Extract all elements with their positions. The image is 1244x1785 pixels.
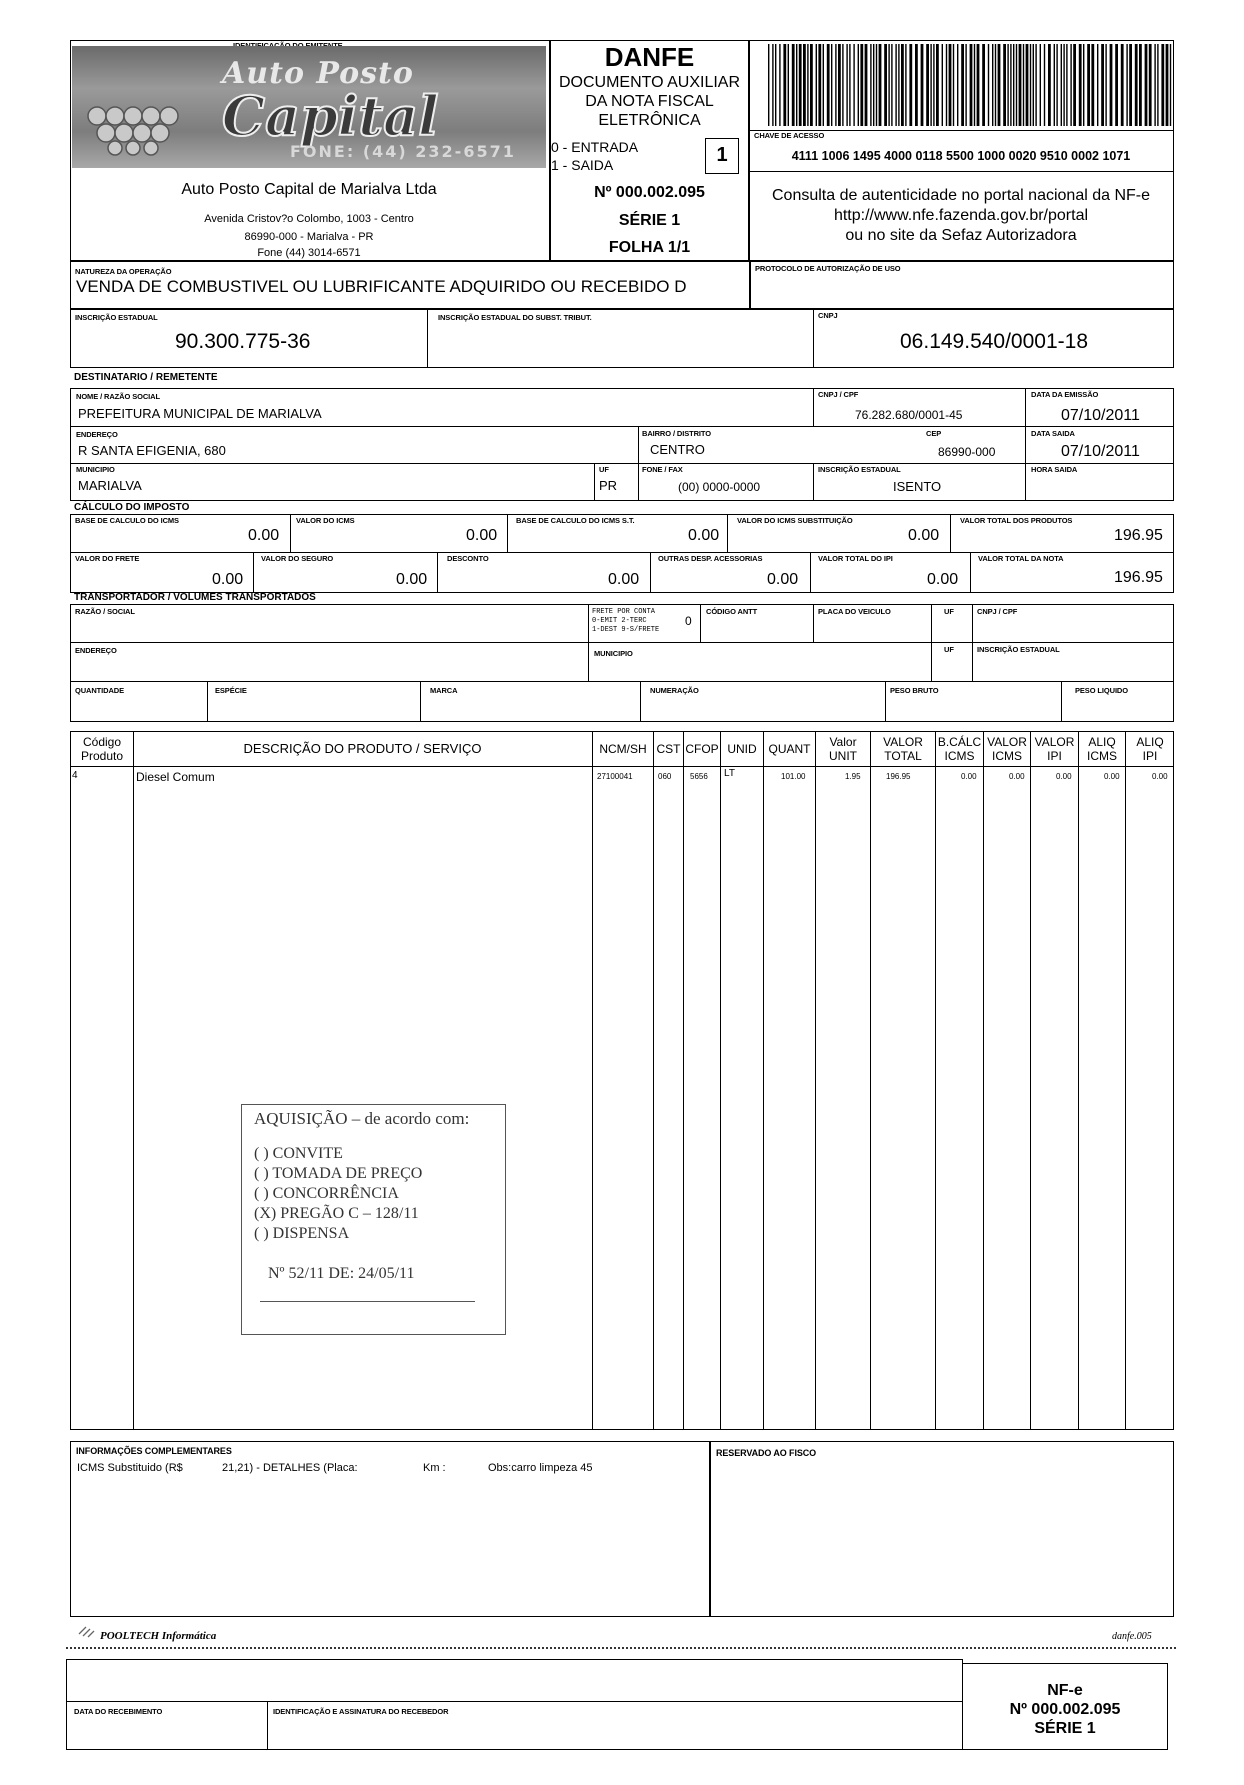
transp-endereco-label: ENDEREÇO (75, 646, 117, 655)
transp-bruto-label: PESO BRUTO (890, 686, 939, 695)
nota-label: VALOR TOTAL DA NOTA (978, 554, 1064, 563)
th-bcalc: B.CÁLC ICMS (937, 735, 982, 763)
v-st-label: VALOR DO ICMS SUBSTITUIÇÃO (737, 516, 853, 525)
dest-ie-label: INSCRIÇÃO ESTADUAL (818, 465, 901, 474)
mouse-cursor-icon (78, 1624, 96, 1638)
dest-saida-label: DATA SAIDA (1031, 429, 1075, 438)
transp-uf-label: UF (944, 607, 954, 616)
frete-label: VALOR DO FRETE (75, 554, 140, 563)
dest-fone: (00) 0000-0000 (678, 480, 761, 494)
bc-icms-label: BASE DE CALCULO DO ICMS (75, 516, 179, 525)
software-ref: danfe.005 (1112, 1631, 1152, 1642)
dest-saida: 07/10/2011 (1061, 443, 1140, 460)
transp-especie-label: ESPÉCIE (215, 686, 247, 695)
logo-phone: FONE: (44) 232-6571 (290, 142, 516, 161)
dest-nome-label: NOME / RAZÃO SOCIAL (76, 392, 160, 401)
dest-endereco: R SANTA EFIGENIA, 680 (78, 443, 226, 458)
danfe-numero: Nº 000.002.095 (594, 184, 705, 201)
danfe-subtitle-2: DA NOTA FISCAL (585, 93, 714, 110)
fisco-box (709, 1441, 1174, 1617)
transp-frete-1: FRETE POR CONTA (592, 608, 656, 616)
stamp-convite: ( ) CONVITE (254, 1145, 343, 1162)
cell-ncm: 27100041 (597, 772, 633, 781)
transp-razao-label: RAZÃO / SOCIAL (75, 607, 135, 616)
outras-label: OUTRAS DESP. ACESSORIAS (658, 554, 763, 563)
emitente-phone: Fone (44) 3014-6571 (257, 247, 361, 259)
chave-consulta-2: http://www.nfe.fazenda.gov.br/portal (833, 207, 1089, 224)
cnpj-label: CNPJ (818, 311, 838, 320)
th-codigo: Código Produto (80, 735, 124, 763)
cell-vipi: 0.00 (1056, 772, 1072, 781)
v-st: 0.00 (908, 527, 940, 544)
danfe-entrada: 0 - ENTRADA (551, 139, 639, 155)
transp-frete-2: 0-EMIT 2-TERC (592, 617, 647, 625)
transp-marca-label: MARCA (430, 686, 458, 695)
cell-unid: LT (724, 768, 735, 779)
seguro-label: VALOR DO SEGURO (261, 554, 334, 563)
aquisicao-stamp (241, 1104, 506, 1335)
cell-quant: 101.00 (781, 772, 806, 781)
danfe-subtitle-3: ELETRÔNICA (598, 112, 701, 129)
dest-cep: 86990-000 (938, 445, 996, 459)
dest-bairro: CENTRO (650, 442, 705, 457)
cell-vtotal: 196.95 (886, 772, 911, 781)
dest-cep-label: CEP (926, 429, 942, 438)
transp-quantidade-label: QUANTIDADE (75, 686, 124, 695)
nota: 196.95 (1114, 569, 1163, 586)
th-unid: UNID (727, 742, 757, 756)
th-aicms: ALIQ ICMS (1087, 735, 1117, 763)
desconto: 0.00 (608, 571, 640, 588)
danfe-title: DANFE (604, 42, 695, 72)
danfe-tipo-box: 1 (705, 138, 739, 174)
barcode-icon (768, 44, 1172, 126)
th-cst: CST (656, 742, 681, 756)
bc-st: 0.00 (688, 527, 720, 544)
v-icms-label: VALOR DO ICMS (296, 516, 355, 525)
frete: 0.00 (212, 571, 244, 588)
ie-value: 90.300.775-36 (175, 330, 311, 353)
natureza-value: VENDA DE COMBUSTIVEL OU LUBRIFICANTE ADQUIRIDO OU RECEBIDO D (76, 277, 687, 296)
transp-numeracao-label: NUMERAÇÃO (650, 686, 699, 695)
protocolo-label: PROTOCOLO DE AUTORIZAÇÃO DE USO (755, 264, 901, 273)
th-vunit: Valor UNIT (829, 735, 857, 763)
compl-t3: Km : (423, 1462, 446, 1474)
recibo-nfe: NF-e (1047, 1682, 1083, 1699)
complementares-label: INFORMAÇÕES COMPLEMENTARES (76, 1446, 232, 1456)
dest-nome: PREFEITURA MUNICIPAL DE MARIALVA (78, 406, 322, 421)
v-prod-label: VALOR TOTAL DOS PRODUTOS (960, 516, 1073, 525)
chave-consulta-1: Consulta de autenticidade no portal nacional da NF-e (771, 187, 1151, 204)
recibo-serie: SÉRIE 1 (1034, 1720, 1096, 1737)
transp-uf2-label: UF (944, 645, 954, 654)
ie-st-label: INSCRIÇÃO ESTADUAL DO SUBST. TRIBUT. (438, 313, 592, 322)
natureza-label: NATUREZA DA OPERAÇÃO (75, 267, 172, 276)
v-prod: 196.95 (1114, 527, 1163, 544)
bc-st-label: BASE DE CALCULO DO ICMS S.T. (516, 516, 635, 525)
stamp-dispensa: ( ) DISPENSA (254, 1225, 350, 1242)
danfe-folha: FOLHA 1/1 (608, 239, 691, 256)
imposto-section: CÁLCULO DO IMPOSTO (74, 502, 190, 513)
th-quant: QUANT (768, 742, 811, 756)
th-vtotal: VALOR TOTAL (883, 735, 923, 763)
dest-emissao: 07/10/2011 (1061, 407, 1140, 424)
assinatura-label: IDENTIFICAÇÃO E ASSINATURA DO RECEBEDOR (273, 1707, 449, 1716)
recibo-numero: Nº 000.002.095 (1009, 1701, 1121, 1718)
dest-municipio-label: MUNICIPIO (76, 465, 115, 474)
stamp-numero: Nº 52/11 DE: 24/05/11 (268, 1265, 415, 1282)
transp-cnpj-label: CNPJ / CPF (977, 607, 1018, 616)
th-vipi: VALOR IPI (1034, 735, 1075, 763)
emitente-logo (72, 46, 546, 168)
emitente-name: Auto Posto Capital de Marialva Ltda (181, 181, 437, 198)
recebimento-label: DATA DO RECEBIMENTO (74, 1707, 163, 1716)
cell-vicms: 0.00 (1009, 772, 1025, 781)
dest-cnpj-label: CNPJ / CPF (818, 390, 859, 399)
logo-text-top: Auto Posto (222, 56, 414, 91)
transp-placa-label: PLACA DO VEICULO (818, 607, 891, 616)
transp-frete-value: 0 (685, 614, 692, 628)
cell-aicms: 0.00 (1104, 772, 1120, 781)
stamp-pregao: (X) PREGÃO C – 128/11 (254, 1205, 419, 1222)
stamp-title: AQUISIÇÃO – de acordo com: (254, 1109, 470, 1128)
danfe-serie: SÉRIE 1 (618, 212, 681, 229)
dest-uf-label: UF (599, 465, 609, 474)
destinatario-box (70, 388, 1174, 501)
danfe-saida: 1 - SAIDA (551, 157, 614, 173)
transp-ie-label: INSCRIÇÃO ESTADUAL (977, 645, 1060, 654)
desconto-label: DESCONTO (447, 554, 489, 563)
th-descricao: DESCRIÇÃO DO PRODUTO / SERVIÇO (243, 741, 482, 756)
cell-cst: 060 (658, 772, 672, 781)
emitente-city: 86990-000 - Marialva - PR (244, 231, 374, 243)
transporte-section: TRANSPORTADOR / VOLUMES TRANSPORTADOS (74, 592, 316, 603)
bc-icms: 0.00 (248, 527, 280, 544)
transp-antt-label: CÓDIGO ANTT (706, 607, 758, 616)
chave-label: CHAVE DE ACESSO (754, 131, 825, 140)
th-vicms: VALOR ICMS (987, 735, 1027, 763)
seguro: 0.00 (396, 571, 428, 588)
dest-ie: ISENTO (893, 479, 942, 494)
emitente-address: Avenida Cristov?o Colombo, 1003 - Centro (204, 213, 414, 225)
compl-t4: Obs:carro limpeza 45 (488, 1462, 593, 1474)
dest-hora-label: HORA SAIDA (1031, 465, 1078, 474)
v-icms: 0.00 (466, 527, 498, 544)
transp-frete-3: 1-DEST 9-S/FRETE (592, 626, 660, 634)
outras: 0.00 (767, 571, 799, 588)
th-ncm: NCM/SH (599, 742, 647, 756)
cell-codigo: 4 (72, 770, 78, 781)
th-cfop: CFOP (685, 742, 719, 756)
danfe-subtitle-1: DOCUMENTO AUXILIAR (558, 74, 741, 91)
ipi-label: VALOR TOTAL DO IPI (818, 554, 893, 563)
fisco-label: RESERVADO AO FISCO (716, 1448, 817, 1458)
compl-t2: 21,21) - DETALHES (Placa: (222, 1462, 358, 1474)
dest-bairro-label: BAIRRO / DISTRITO (642, 429, 711, 438)
dest-uf: PR (599, 478, 618, 493)
dest-fone-label: FONE / FAX (642, 465, 683, 474)
cnpj-value: 06.149.540/0001-18 (900, 330, 1089, 353)
ie-label: INSCRIÇÃO ESTADUAL (75, 313, 158, 322)
cell-cfop: 5656 (690, 772, 708, 781)
software-name: POOLTECH Informática (100, 1630, 217, 1642)
dest-municipio: MARIALVA (78, 478, 142, 493)
transp-liquido-label: PESO LIQUIDO (1075, 686, 1128, 695)
ipi: 0.00 (927, 571, 959, 588)
cell-descricao: Diesel Comum (136, 770, 215, 784)
chave-consulta-3: ou no site da Sefaz Autorizadora (845, 227, 1077, 244)
produtos-table (70, 731, 1174, 1430)
cell-aipi: 0.00 (1152, 772, 1168, 781)
dest-cnpj: 76.282.680/0001-45 (855, 408, 963, 422)
recibo-box (66, 1659, 963, 1750)
stamp-concorrencia: ( ) CONCORRÊNCIA (254, 1185, 399, 1202)
transp-municipio-label: MUNICIPIO (594, 649, 633, 658)
compl-t1: ICMS Substituido (R$ (77, 1462, 183, 1474)
dest-endereco-label: ENDEREÇO (76, 430, 118, 439)
cut-line (66, 1647, 1176, 1649)
cell-vunit: 1.95 (845, 772, 861, 781)
stamp-tomada: ( ) TOMADA DE PREÇO (254, 1165, 423, 1182)
cell-bcalc: 0.00 (961, 772, 977, 781)
destinatario-section: DESTINATARIO / REMETENTE (74, 372, 218, 383)
grape-logo-icon (82, 96, 202, 156)
th-aipi: ALIQ IPI (1136, 735, 1164, 763)
chave-value: 4111 1006 1495 4000 0118 5500 1000 0020 9510 0002 1071 (791, 149, 1131, 163)
dest-emissao-label: DATA DA EMISSÃO (1031, 390, 1099, 399)
logo-text-main: Capital (222, 84, 439, 148)
